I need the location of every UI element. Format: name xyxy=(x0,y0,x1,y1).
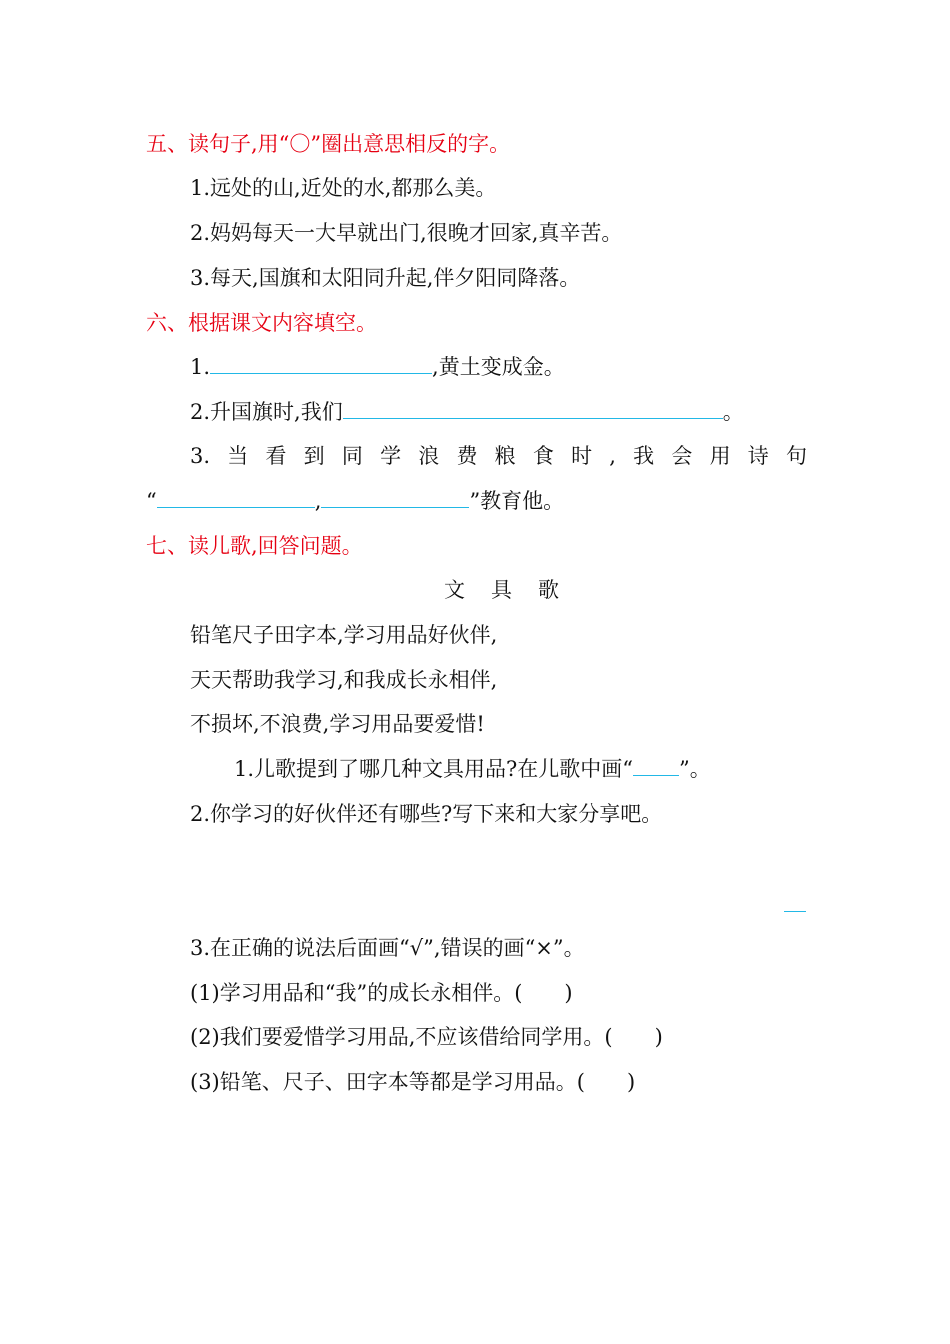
close-quote: ”教育他。 xyxy=(469,489,565,513)
poem-line-3: 不损坏,不浪费,学习用品要爱惜! xyxy=(190,712,485,736)
answer-blank-2[interactable] xyxy=(343,398,723,419)
answer-blank-3[interactable] xyxy=(157,487,315,508)
q3-char: 我 xyxy=(633,444,655,468)
q3-char: 到 xyxy=(303,444,325,468)
poem-question-3: 3.在正确的说法后面画“√”,错误的画“×”。 xyxy=(190,936,585,960)
poem-line-2: 天天帮助我学习,和我成长永相伴, xyxy=(190,668,498,692)
section-7-heading: 七、读儿歌,回答问题。 xyxy=(146,534,363,558)
section-5-item-2: 2.妈妈每天一大早就出门,很晚才回家,真辛苦。 xyxy=(190,221,623,245)
judgement-3: (3)铅笔、尺子、田字本等都是学习用品。( ) xyxy=(190,1070,636,1094)
q3-char: 时 xyxy=(571,444,593,468)
section-5-heading: 五、读句子,用“〇”圈出意思相反的字。 xyxy=(146,132,511,156)
section-5-item-1: 1.远处的山,近处的水,都那么美。 xyxy=(190,176,497,200)
fill-question-2-suffix: 。 xyxy=(722,400,744,424)
answer-blank-1[interactable] xyxy=(210,353,432,374)
q3-char: 食 xyxy=(532,444,554,468)
open-quote: “ xyxy=(146,489,157,513)
q3-char: 同 xyxy=(341,444,363,468)
q3-char: , xyxy=(609,444,616,468)
underline-sample xyxy=(633,755,679,776)
section-5-item-3: 3.每天,国旗和太阳同升起,伴夕阳同降落。 xyxy=(190,266,581,290)
poem-question-2: 2.你学习的好伙伴还有哪些?写下来和大家分享吧。 xyxy=(190,802,663,826)
poem-question-1-suffix: ”。 xyxy=(679,757,711,781)
q3-char: 看 xyxy=(265,444,287,468)
q3-char: 费 xyxy=(456,444,478,468)
comma: , xyxy=(314,489,322,513)
fill-question-1-prefix: 1. xyxy=(190,355,211,379)
fill-question-1 xyxy=(190,353,565,381)
fill-question-1-suffix: ,黄土变成金。 xyxy=(432,355,565,379)
poem-title: 文具歌 xyxy=(444,578,585,602)
answer-blank-4[interactable] xyxy=(321,487,469,508)
q3-char: 3. xyxy=(190,444,211,468)
poem-question-1 xyxy=(234,755,711,783)
answer-line-mark[interactable] xyxy=(784,911,806,912)
judgement-2: (2)我们要爱惜学习用品,不应该借给同学用。( ) xyxy=(190,1025,663,1049)
q3-char: 浪 xyxy=(418,444,440,468)
judgement-1: (1)学习用品和“我”的成长永相伴。( ) xyxy=(190,981,573,1005)
poem-line-1: 铅笔尺子田字本,学习用品好伙伴, xyxy=(190,623,498,647)
fill-question-3-line-2 xyxy=(146,487,564,515)
fill-question-2 xyxy=(190,398,744,426)
section-6-heading: 六、根据课文内容填空。 xyxy=(146,311,377,335)
q3-char: 用 xyxy=(709,444,731,468)
q3-char: 学 xyxy=(380,444,402,468)
q3-char: 诗 xyxy=(747,444,769,468)
q3-char: 会 xyxy=(671,444,693,468)
fill-question-3-line-1 xyxy=(190,442,807,470)
fill-question-2-prefix: 2.升国旗时,我们 xyxy=(190,400,343,424)
q3-char: 当 xyxy=(227,444,249,468)
poem-question-1-prefix: 1.儿歌提到了哪几种文具用品?在儿歌中画“ xyxy=(234,757,634,781)
q3-char: 句 xyxy=(785,444,807,468)
q3-char: 粮 xyxy=(494,444,516,468)
